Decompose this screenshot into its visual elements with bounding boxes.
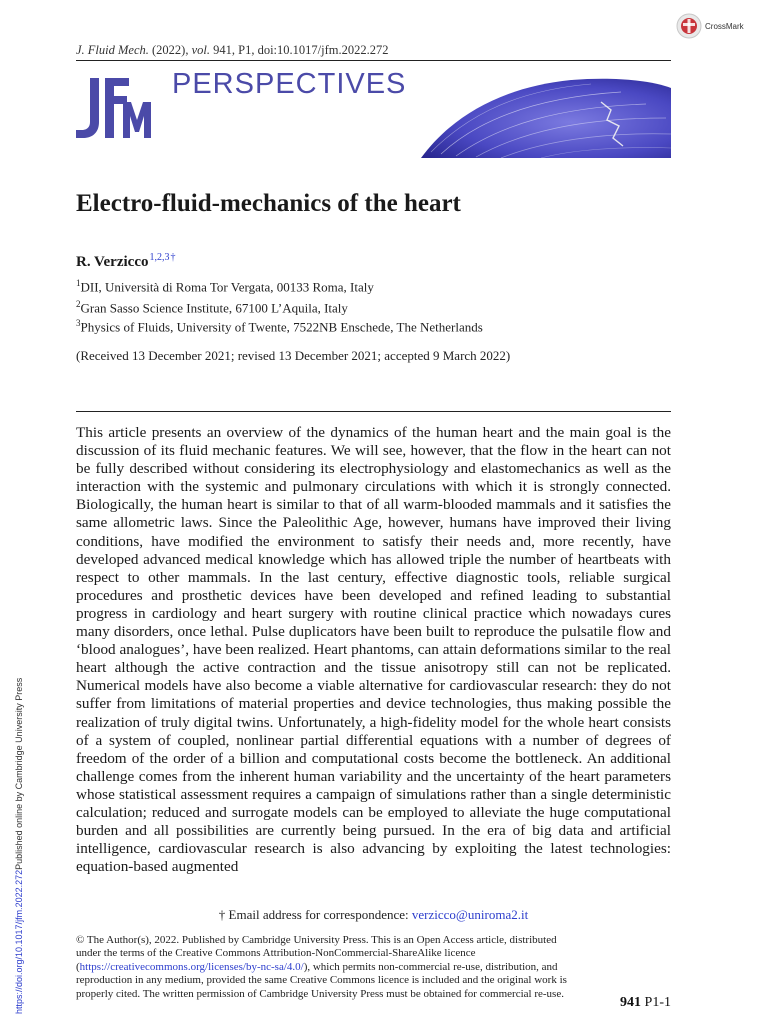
license-link[interactable]: https://creativecommons.org/licenses/by-nc-sa/4.0/ — [79, 960, 304, 973]
author-line — [76, 252, 175, 271]
article-title: Electro-fluid-mechanics of the heart — [76, 190, 461, 217]
crossmark-label: CrossMark — [705, 21, 744, 31]
affiliation-1 — [76, 278, 374, 295]
crossmark-badge[interactable] — [676, 12, 756, 40]
side-note-text: Published online by Cambridge University Press — [14, 677, 24, 870]
abstract-rule — [76, 411, 671, 412]
author-affiliation-marks[interactable]: 1,2,3 — [149, 252, 170, 263]
side-doi-link[interactable]: https://doi.org/10.1017/jfm.2022.272 — [14, 869, 24, 1014]
section-label: PERSPECTIVES — [172, 68, 407, 100]
journal-year: (2022), — [152, 43, 189, 57]
author-dagger-mark[interactable]: † — [170, 252, 176, 263]
affiliation-text: Gran Sasso Science Institute, 67100 L’Aquila, Italy — [80, 300, 348, 316]
jfm-logo — [76, 76, 156, 140]
author-name: R. Verzicco — [76, 254, 149, 270]
header-rule — [76, 60, 671, 61]
journal-citation — [76, 43, 388, 58]
affiliation-mark: 3 — [76, 318, 81, 328]
side-publication-note — [14, 678, 24, 1014]
affiliation-2 — [76, 299, 348, 316]
volume-label: vol. — [191, 43, 210, 57]
journal-name: J. Fluid Mech. — [76, 43, 149, 57]
license-before: © The Author(s), 2022. Published by Cambridge University Press. This is an Open Access article, distributed under the terms of the Creative Commons Attribution-NonCommercial-ShareAlike licence ( — [76, 934, 557, 973]
page-id: P1-1 — [644, 995, 671, 1010]
abstract-text: This article presents an overview of the dynamics of the human heart and the main goal is the discussion of its fluid mechanic features. We will see, however, that the flow in the heart can not be fully described without considering its electrophysiology and elastomechanics as well as the interaction with the systemic and pulmonary circulations with which it is strongly connected. Biologically, the human heart is similar to that of all warm-blooded mammals and it satisfies the same allometric laws. Since the Paleolithic Age, however, humans have improved their living conditions, have modified the environment to satisfy their needs and, more recently, have developed advanced medical knowledge which has allowed triple the number of heartbeats with respect to other mammals. In the last century, effective diagnostic tools, reliable surgical procedures and prosthetic devices have been developed and refined leading to substantial progress in cardiology and heart surgery with routine clinical practice which nowadays cures many disorders, once lethal. Pulse duplicators have been built to reproduce the pulsatile flow and ‘blood analogues’, have been realized. Heart phantoms, can attain deformations similar to the real heart although the active contraction and the tissue anisotropy still can not be replicated. Numerical models have also become a viable alternative for cardiovascular research: they do not suffer from limitations of material properties and device technologies, thus making possible the realization of truly digital twins. Unfortunately, a high-fidelity model for the whole heart consists of a system of coupled, nonlinear partial differential equations with a number of degrees of freedom of the order of a billion and computational costs become the bottleneck. An additional challenge comes from the inherent human variability and the uncertainty of the heart parameters whose statistical assessment requires a campaign of simulations rather than a single deterministic calculation; reduced and surrogate models can be employed to alleviate the huge computational burden and all possibilities are currently being pursued. In the era of big data and artificial intelligence, cardiovascular research is also advancing by exploiting the latest technologies: equation-based augmented — [76, 424, 671, 876]
correspondence-email[interactable]: verzicco@uniroma2.it — [411, 907, 529, 922]
footnote-prefix: † Email address for correspondence: — [218, 907, 409, 922]
section-banner — [76, 62, 671, 158]
citation-rest: 941, P1, doi:10.1017/jfm.2022.272 — [213, 43, 389, 57]
banner-artwork — [421, 62, 671, 158]
received-dates: (Received 13 December 2021; revised 13 December 2021; accepted 9 March 2022) — [76, 348, 511, 363]
correspondence-footnote — [76, 907, 671, 923]
crossmark-icon — [676, 13, 702, 39]
license-after: ), which permits non-commercial re-use, distribution, and reproduction in any medium, provided the same Creative Commons licence is included and the original work is properly cited. The written permission of Cambridge University Press must be obtained for commercial re-use. — [76, 960, 567, 1000]
page-volume: 941 — [620, 995, 642, 1010]
affiliation-mark: 1 — [76, 278, 81, 288]
affiliation-text: DII, Università di Roma Tor Vergata, 00133 Roma, Italy — [80, 279, 374, 295]
page-number — [580, 995, 671, 1011]
affiliation-3 — [76, 318, 483, 335]
affiliation-text: Physics of Fluids, University of Twente, 7522NB Enschede, The Netherlands — [80, 319, 483, 335]
license-text — [76, 934, 576, 1001]
affiliation-mark: 2 — [76, 299, 81, 309]
